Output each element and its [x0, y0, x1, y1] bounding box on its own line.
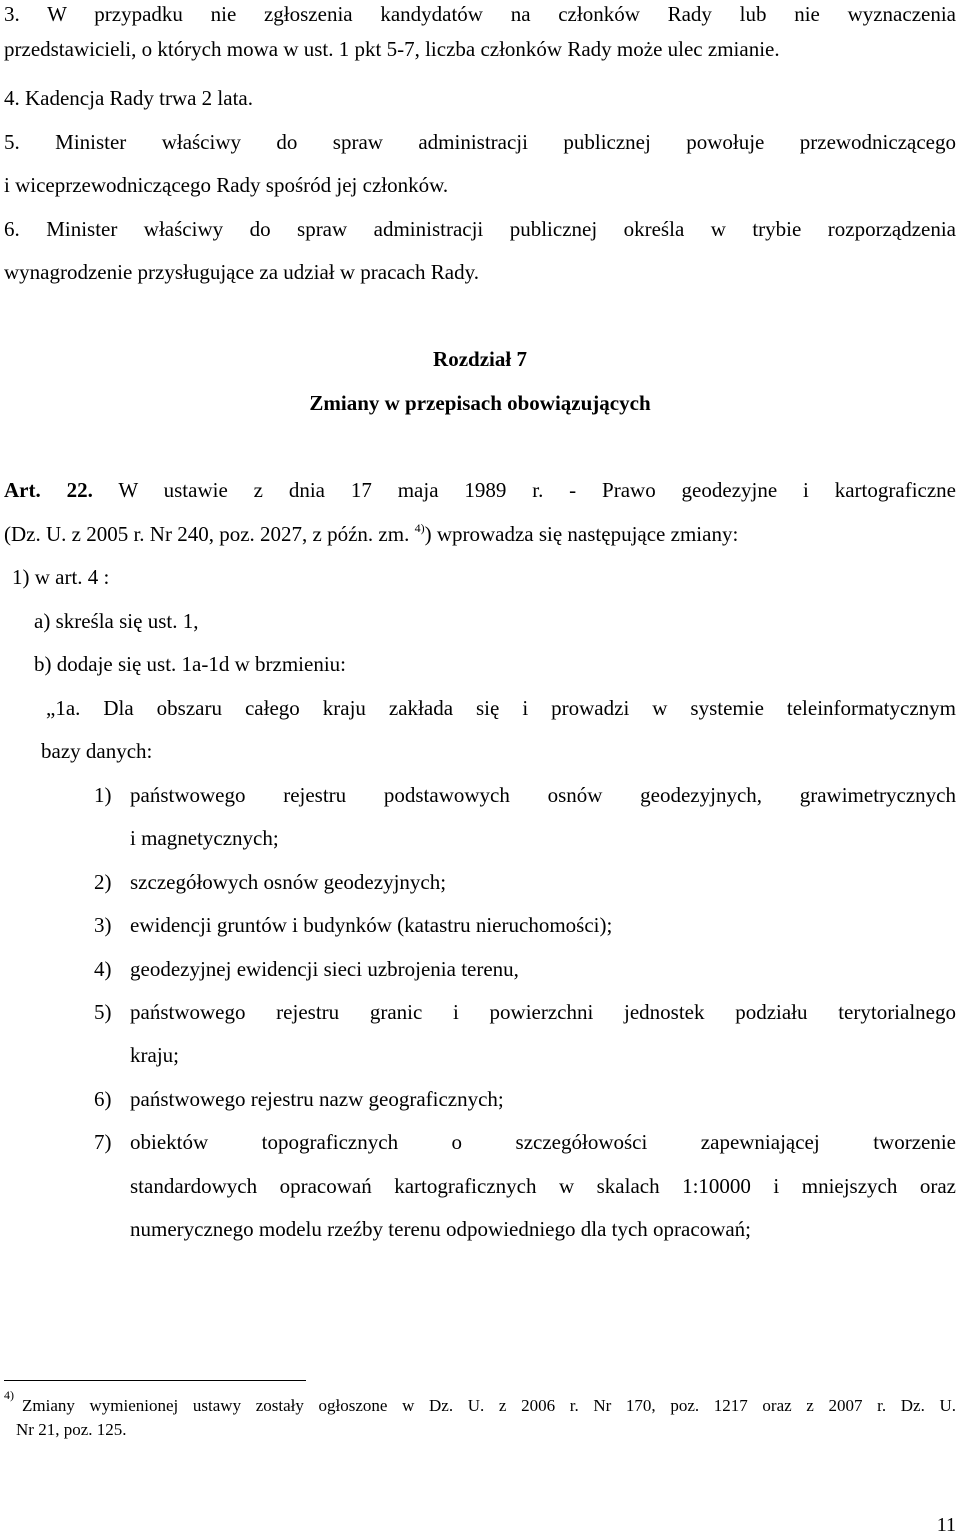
- footnote-mark-text: 4): [4, 1388, 14, 1402]
- paragraph-5-line-2: i wiceprzewodniczącego Rady spośród jej członków.: [4, 173, 449, 197]
- article-citation: (Dz. U. z 2005 r. Nr 240, poz. 2027, z późn. zm.: [4, 522, 410, 546]
- paragraph-6-line-1: 6. Minister właściwy do spraw administracji publicznej określa w trybie rozporządzenia: [4, 217, 956, 241]
- list-item-number: 6): [94, 1087, 112, 1111]
- list-item-number: 2): [94, 870, 112, 894]
- chapter-title: Zmiany w przepisach obowiązujących: [309, 391, 651, 415]
- list-item-number: 4): [94, 957, 112, 981]
- list-item-text: geodezyjnej ewidencji sieci uzbrojenia terenu,: [130, 957, 519, 981]
- footnote-reference: 4): [414, 521, 425, 535]
- paragraph-4: 4. Kadencja Rady trwa 2 lata.: [4, 86, 253, 110]
- chapter-number: Rozdział 7: [433, 347, 527, 371]
- footnote-mark: [4, 1388, 14, 1414]
- list-item-text: standardowych opracowań kartograficznych w skalach 1:10000 i mniejszych oraz: [130, 1174, 956, 1198]
- article-citation-end: ) wprowadza się następujące zmiany:: [424, 522, 739, 546]
- page-number: 11: [936, 1514, 956, 1536]
- footnote-separator: [4, 1380, 306, 1381]
- list-item-text: państwowego rejestru granic i powierzchni jednostek podziału terytorialnego: [130, 1000, 956, 1024]
- quoted-paragraph-line-2: bazy danych:: [41, 739, 153, 763]
- list-item-number: 5): [94, 1000, 112, 1024]
- article-22-line-2: [4, 520, 738, 548]
- footnote-line-1: Zmiany wymienionej ustawy zostały ogłoszone w Dz. U. z 2006 r. Nr 170, poz. 1217 oraz z 2007 r. Dz. U.: [22, 1396, 956, 1415]
- change-item-1: 1) w art. 4 :: [12, 565, 110, 589]
- change-item-1a: a) skreśla się ust. 1,: [34, 609, 199, 633]
- list-item-text: państwowego rejestru nazw geograficznych;: [130, 1087, 504, 1111]
- change-item-1b: b) dodaje się ust. 1a-1d w brzmieniu:: [34, 652, 347, 676]
- paragraph-5-line-1: 5. Minister właściwy do spraw administracji publicznej powołuje przewodniczącego: [4, 130, 956, 154]
- article-22-intro: W ustawie z dnia 17 maja 1989 r. - Prawo geodezyjne i kartograficzne: [118, 478, 956, 502]
- list-item-text: i magnetycznych;: [130, 826, 279, 850]
- article-label: Art. 22.: [4, 478, 93, 502]
- list-item-text: państwowego rejestru podstawowych osnów geodezyjnych, grawimetrycznych: [130, 783, 956, 807]
- list-item-text: szczegółowych osnów geodezyjnych;: [130, 870, 447, 894]
- list-item-text: kraju;: [130, 1043, 179, 1067]
- paragraph-3-line-1: 3. W przypadku nie zgłoszenia kandydatów na członków Rady lub nie wyznaczenia: [4, 2, 956, 26]
- list-item-number: 3): [94, 913, 112, 937]
- footnote-line-2: Nr 21, poz. 125.: [16, 1420, 127, 1439]
- list-item-text: ewidencji gruntów i budynków (katastru nieruchomości);: [130, 913, 613, 937]
- list-item-text: numerycznego modelu rzeźby terenu odpowiedniego dla tych opracowań;: [130, 1217, 752, 1241]
- list-item-number: 1): [94, 783, 112, 807]
- paragraph-6-line-2: wynagrodzenie przysługujące za udział w pracach Rady.: [4, 260, 480, 284]
- quoted-paragraph-line-1: „1a. Dla obszaru całego kraju zakłada się i prowadzi w systemie teleinformatycznym: [46, 696, 956, 720]
- article-22-line-1: [4, 476, 956, 504]
- list-item-text: obiektów topograficznych o szczegółowości zapewniającej tworzenie: [130, 1130, 956, 1154]
- paragraph-3-line-2: przedstawicieli, o których mowa w ust. 1 pkt 5-7, liczba członków Rady może ulec zmianie.: [4, 37, 780, 61]
- list-item-number: 7): [94, 1130, 112, 1154]
